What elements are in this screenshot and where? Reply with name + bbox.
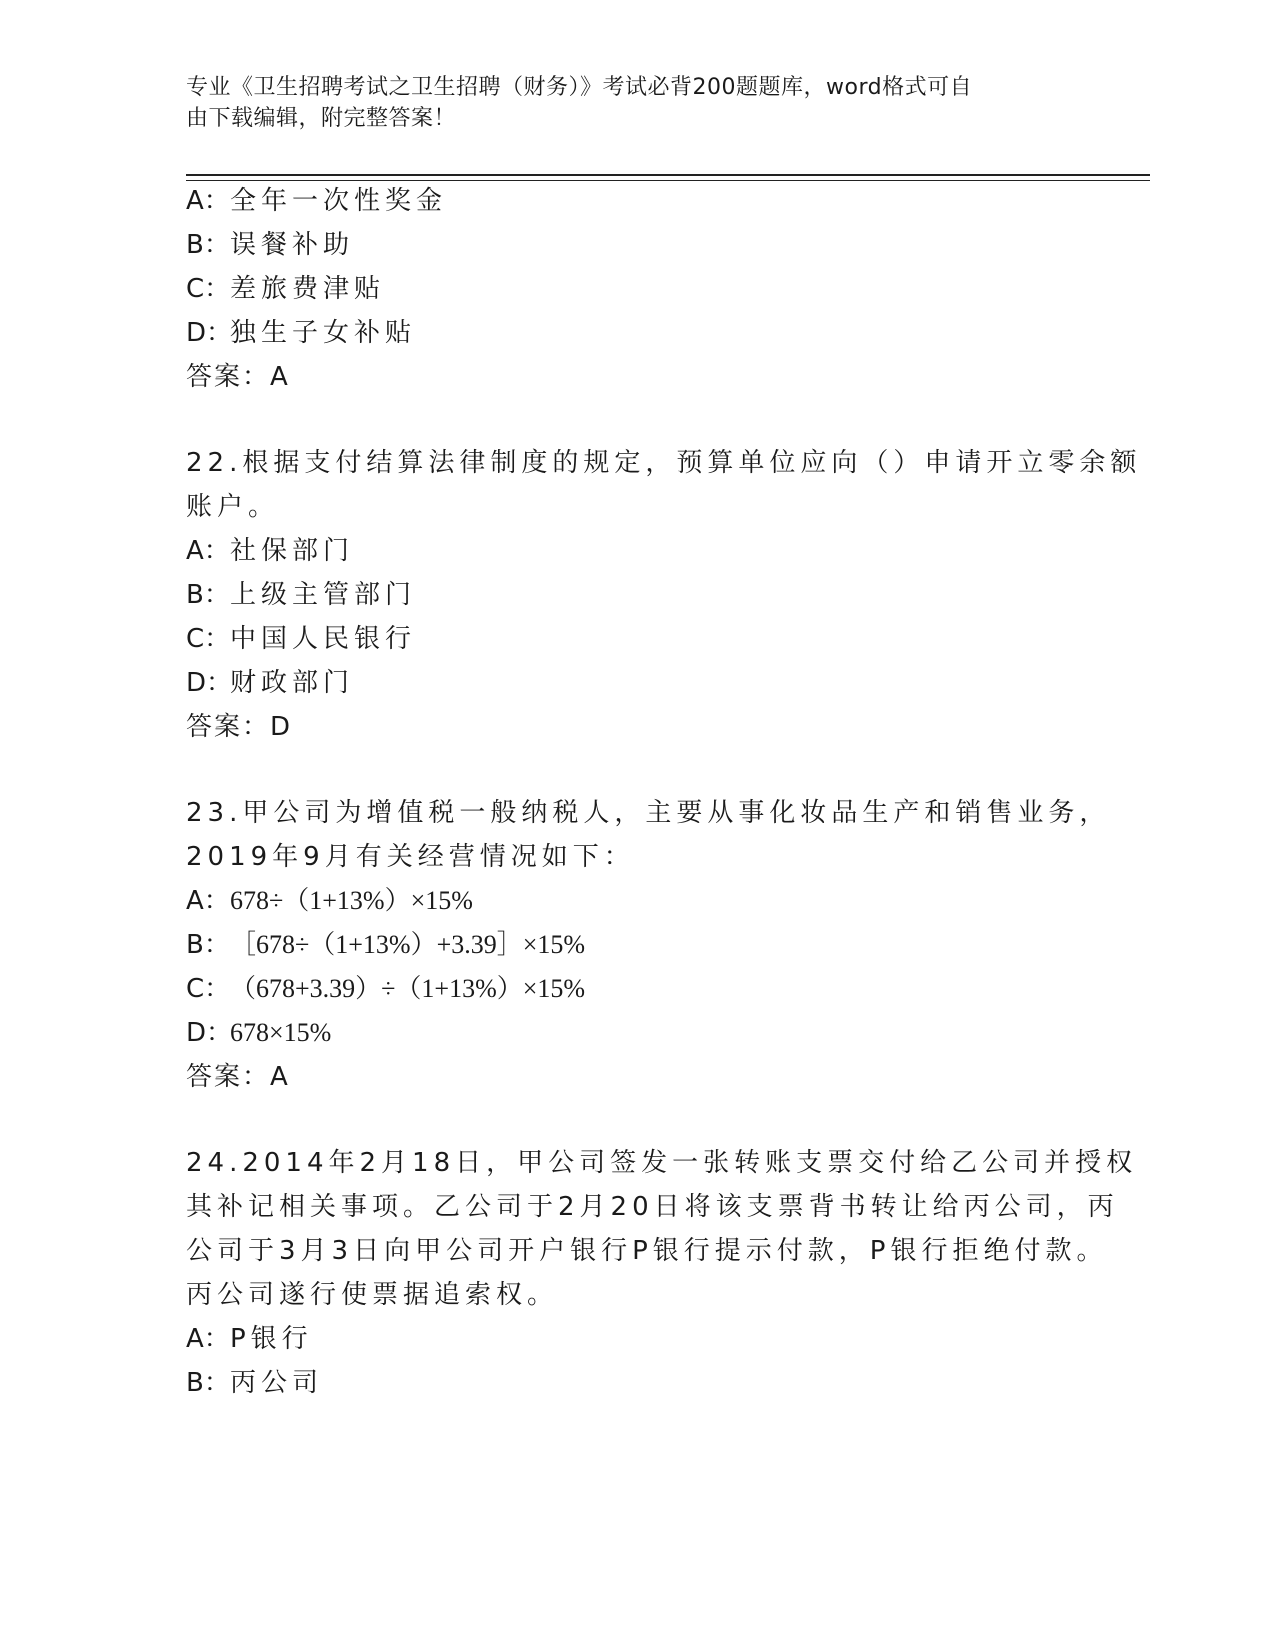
answer-line: 答案：A xyxy=(186,362,290,392)
header-line-1: 专业《卫生招聘考试之卫生招聘（财务）》考试必背200题题库，word格式可自 xyxy=(186,75,973,100)
question-22-stem-cont: 账户。 xyxy=(186,492,280,522)
header-rule-thin xyxy=(186,180,1150,181)
question-23-stem-cont: 2019年9月有关经营情况如下： xyxy=(186,842,635,872)
option-d: D：678×15% xyxy=(186,1018,332,1048)
question-23-stem: 23.甲公司为增值税一般纳税人，主要从事化妆品生产和销售业务， xyxy=(186,798,1111,828)
option-b: B：误餐补助 xyxy=(186,230,355,260)
option-d: D：财政部门 xyxy=(186,668,355,698)
question-24-stem-cont: 丙公司遂行使票据追索权。 xyxy=(186,1280,559,1310)
header-line-2: 由下载编辑，附完整答案！ xyxy=(186,106,457,131)
option-d: D：独生子女补贴 xyxy=(186,318,417,348)
option-a: A：社保部门 xyxy=(186,536,355,566)
header-rule-thick xyxy=(186,174,1150,176)
question-24-stem: 24.2014年2月18日，甲公司签发一张转账支票交付给乙公司并授权 xyxy=(186,1148,1138,1178)
answer-line: 答案：D xyxy=(186,712,293,742)
question-24-stem-cont: 其补记相关事项。乙公司于2月20日将该支票背书转让给丙公司，丙 xyxy=(186,1192,1119,1222)
option-c: C：（678+3.39）÷（1+13%）×15% xyxy=(186,974,586,1004)
option-b: B：上级主管部门 xyxy=(186,580,417,610)
option-c: C：差旅费津贴 xyxy=(186,274,386,304)
option-b: B：丙公司 xyxy=(186,1368,324,1398)
option-c: C：中国人民银行 xyxy=(186,624,417,654)
question-24-stem-cont: 公司于3月3日向甲公司开户银行P银行提示付款，P银行拒绝付款。 xyxy=(186,1236,1108,1266)
question-22-stem: 22.根据支付结算法律制度的规定，预算单位应向（）申请开立零余额 xyxy=(186,448,1142,478)
answer-line: 答案：A xyxy=(186,1062,290,1092)
option-a: A：678÷（1+13%）×15% xyxy=(186,886,473,916)
document-header xyxy=(186,72,1066,134)
option-a: A：P银行 xyxy=(186,1324,313,1354)
option-a: A：全年一次性奖金 xyxy=(186,186,448,216)
option-b: B：［678÷（1+13%）+3.39］×15% xyxy=(186,930,586,960)
